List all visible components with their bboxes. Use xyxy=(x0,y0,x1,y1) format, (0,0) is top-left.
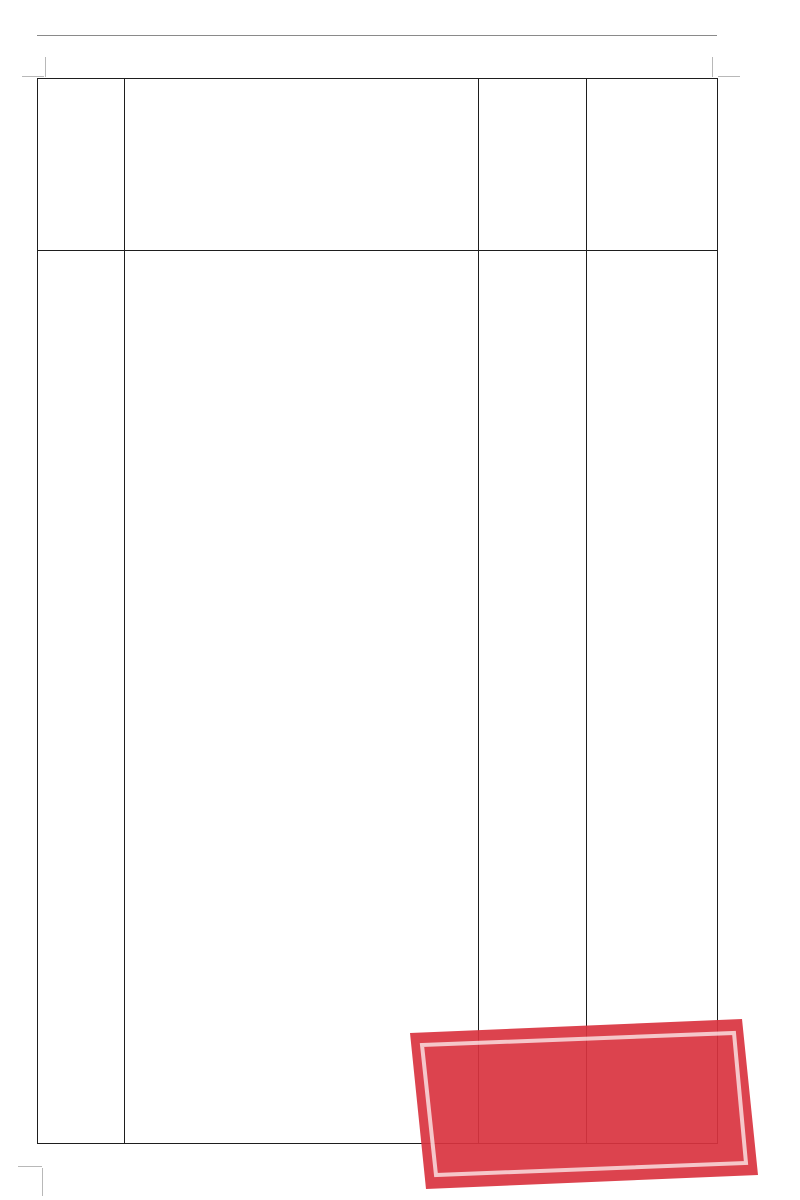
table-row xyxy=(38,79,718,251)
watermark-logo xyxy=(402,1017,762,1193)
student-activity xyxy=(479,251,586,421)
header-rule xyxy=(37,35,717,36)
section-label xyxy=(38,251,124,259)
crop-mark xyxy=(22,76,44,77)
table-cell xyxy=(586,79,717,251)
crop-mark xyxy=(18,1166,42,1167)
crop-mark xyxy=(45,57,46,77)
example-sentences xyxy=(125,79,478,83)
section-label-cell xyxy=(38,251,125,1144)
example-sentences-cell xyxy=(125,79,479,251)
lesson-table xyxy=(37,78,718,1144)
crop-mark xyxy=(42,1168,43,1196)
exercise-passage xyxy=(125,251,478,255)
crop-mark xyxy=(712,57,713,77)
table-row xyxy=(38,251,718,1144)
exercise-passage-cell xyxy=(125,251,479,1144)
design-intent-cell xyxy=(586,251,717,1144)
crop-mark xyxy=(718,76,740,77)
design-intent xyxy=(587,251,717,421)
student-activity-cell xyxy=(478,251,586,1144)
table-cell xyxy=(478,79,586,251)
table-cell xyxy=(38,79,125,251)
